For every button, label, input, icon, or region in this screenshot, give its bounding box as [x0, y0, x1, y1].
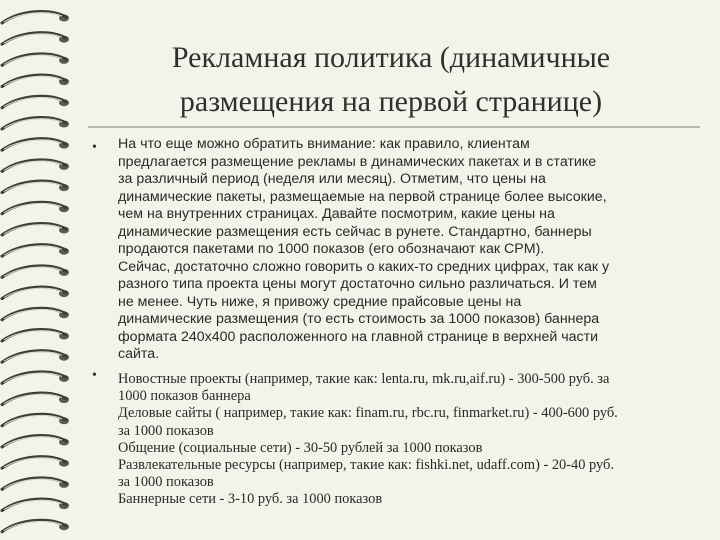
paragraph-2-line: Деловые сайты ( например, такие как: finam.ru, rbc.ru, finmarket.ru) - 400-600 руб.: [118, 405, 618, 422]
title-line-1: Рекламная политика (динамичные: [171, 41, 611, 74]
title-divider: [88, 126, 700, 128]
paragraph-1-line: чем на внутренних страницах. Давайте посмотрим, какие цены на: [118, 206, 555, 222]
paragraph-2-line: Баннерные сети - 3-10 руб. за 1000 показов: [118, 491, 383, 508]
paragraph-1-line: динамические пакеты, размещаемые на первой странице более высокие,: [118, 188, 607, 205]
spiral-binding-icon: [0, 0, 82, 540]
paragraph-1-line: сайта.: [118, 346, 160, 362]
paragraph-1-line: На что еще можно обратить внимание: как правило, клиентам: [118, 136, 530, 152]
paragraph-2-line: Новостные проекты (например, такие как: lenta.ru, mk.ru,aif.ru) - 300-500 руб. за: [118, 371, 610, 387]
paragraph-1-line: формата 240x400 расположенного на главной странице в верхней части: [118, 328, 598, 345]
paragraph-2-line: 1000 показов баннера: [118, 388, 251, 405]
title-line-2: размещения на первой странице): [179, 85, 603, 118]
paragraph-1-line: продаются пакетами по 1000 показов (его обозначают как CPM).: [118, 241, 545, 257]
paragraph-1-line: за различный период (неделя или месяц). Отметим, что цены на: [118, 171, 546, 187]
paragraph-1-line: разного типа проекта цены могут достаточно сильно различаться. И тем: [118, 276, 597, 292]
slide-title: [96, 36, 686, 124]
paragraph-2-line: за 1000 показов: [118, 474, 214, 491]
paragraph-1-line: предлагается размещение рекламы в динамических пакетах и в статике: [118, 153, 597, 170]
paragraph-1-line: Сейчас, достаточно сложно говорить о каких-то средних цифрах, так как у: [118, 258, 610, 275]
paragraph-1-line: динамические размещения есть сейчас в рунете. Стандартно, баннеры: [118, 223, 592, 240]
paragraph-2-line: Общение (социальные сети) - 30-50 рублей за 1000 показов: [118, 439, 483, 456]
paragraph-2-line: Развлекательные ресурсы (например, такие как: fishki.net, udaff.com) - 20-40 руб.: [118, 457, 614, 474]
paragraph-1-line: динамические размещения (то есть стоимость за 1000 показов) баннера: [118, 311, 600, 327]
paragraph-2: [118, 371, 698, 509]
bullet-2: •: [92, 368, 97, 383]
bullet-1: •: [92, 140, 97, 155]
paragraph-1: [118, 136, 698, 364]
paragraph-2-line: за 1000 показов: [118, 422, 214, 439]
paragraph-1-line: не менее. Чуть ниже, я привожу средние прайсовые цены на: [118, 293, 522, 310]
